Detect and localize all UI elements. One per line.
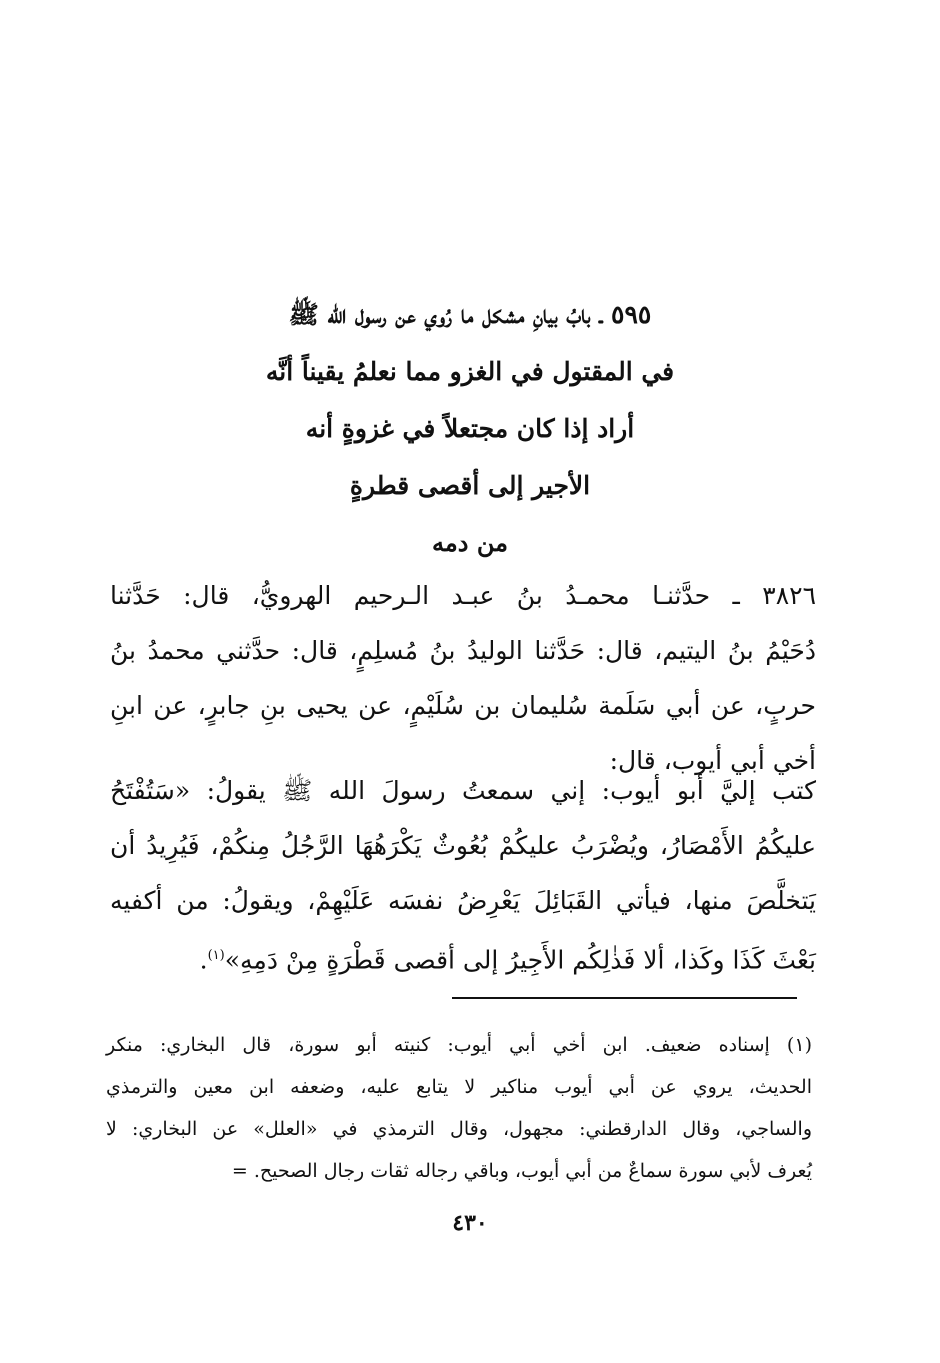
isnad-line-1: ٣٨٢٦ ـ حدَّثنـا محمـدُ بنُ عبـد الـرحيم الهرويُّ، قال: حَدَّثنا xyxy=(110,581,816,610)
footnote-line-2: الحديث، يروي عن أبي أيوب مناكير لا يتابع عليه، وضعفه ابن معين والترمذي xyxy=(106,1076,812,1098)
matn-line-4 xyxy=(110,928,816,987)
matn-line-1: كتب إليَّ أبو أيوب: إني سمعتُ رسولَ الله ﷺ يقولُ: «سَتُفْتَحُ xyxy=(110,776,816,805)
footnote-block xyxy=(106,1024,812,1192)
isnad-line-3: حربٍ، عن أبي سَلَمة سُليمان بن سُلَيْمٍ، عن يحيى بنِ جابرٍ، عن ابنِ xyxy=(110,691,816,720)
footnote-line-1: (١) إسناده ضعيف. ابن أخي أبي أيوب: كنيته أبو سورة، قال البخاري: منكر xyxy=(106,1034,812,1056)
matn-end-period: . xyxy=(199,945,208,975)
isnad-line-4: أخي أبي أيوب، قال: xyxy=(609,746,816,775)
isnad-line-2: دُحَيْمُ بنُ اليتيم، قال: حَدَّثنا الوليدُ بنُ مُسلِمٍ، قال: حدَّثني محمدُ بنُ xyxy=(110,636,816,665)
footnote-separator-rule xyxy=(452,997,797,999)
chapter-heading-line-3: أراد إذا كان مجتعلاً في غزوةٍ أنه xyxy=(305,414,635,443)
matn-line-4-text: بَعْثَ كَذَا وكَذا، ألا فَذٰلِكُم الأَجِيرُ إلى أقصى قَطْرَةٍ مِنْ دَمِهِ» xyxy=(224,945,816,975)
chapter-heading-line-4: الأجير إلى أقصى قطرةٍ xyxy=(349,471,591,500)
chapter-heading xyxy=(120,286,820,571)
chapter-heading-line-1: ٥٩٥ ـ بابُ بيانِ مشكل ما رُوي عن رسول الله ﷺ xyxy=(288,300,652,329)
matn-line-2: عليكُمُ الأَمْصَارُ، ويُضْرَبُ عليكُمْ بُعُوثٌ يَكْرَهُهَا الرَّجُلُ مِنكُمْ، فَيُرِيدُ أن xyxy=(110,831,816,860)
chapter-heading-line-2: في المقتول في الغزو مما نعلمُ يقيناً أنَّه xyxy=(265,357,675,386)
matn-line-3: يَتخلَّصَ منها، فيأتي القَبَائِلَ يَعْرِضُ نفسَه عَلَيْهِمْ، ويقولُ: من أكفيه xyxy=(110,886,816,915)
footnote-reference-marker[interactable]: (١) xyxy=(207,948,225,963)
hadith-matn-paragraph xyxy=(110,763,816,987)
page-number: ٤٣٠ xyxy=(452,1210,488,1236)
hadith-isnad-paragraph xyxy=(110,568,816,788)
footnote-line-3: والساجي، وقال الدارقطني: مجهول، وقال الترمذي في «العلل» عن البخاري: لا xyxy=(106,1118,812,1140)
footnote-line-4: يُعرف لأبي سورة سماعٌ من أبي أيوب، وباقي رجاله ثقات رجال الصحيح. = xyxy=(231,1160,812,1182)
chapter-heading-line-5: من دمه xyxy=(432,528,508,557)
